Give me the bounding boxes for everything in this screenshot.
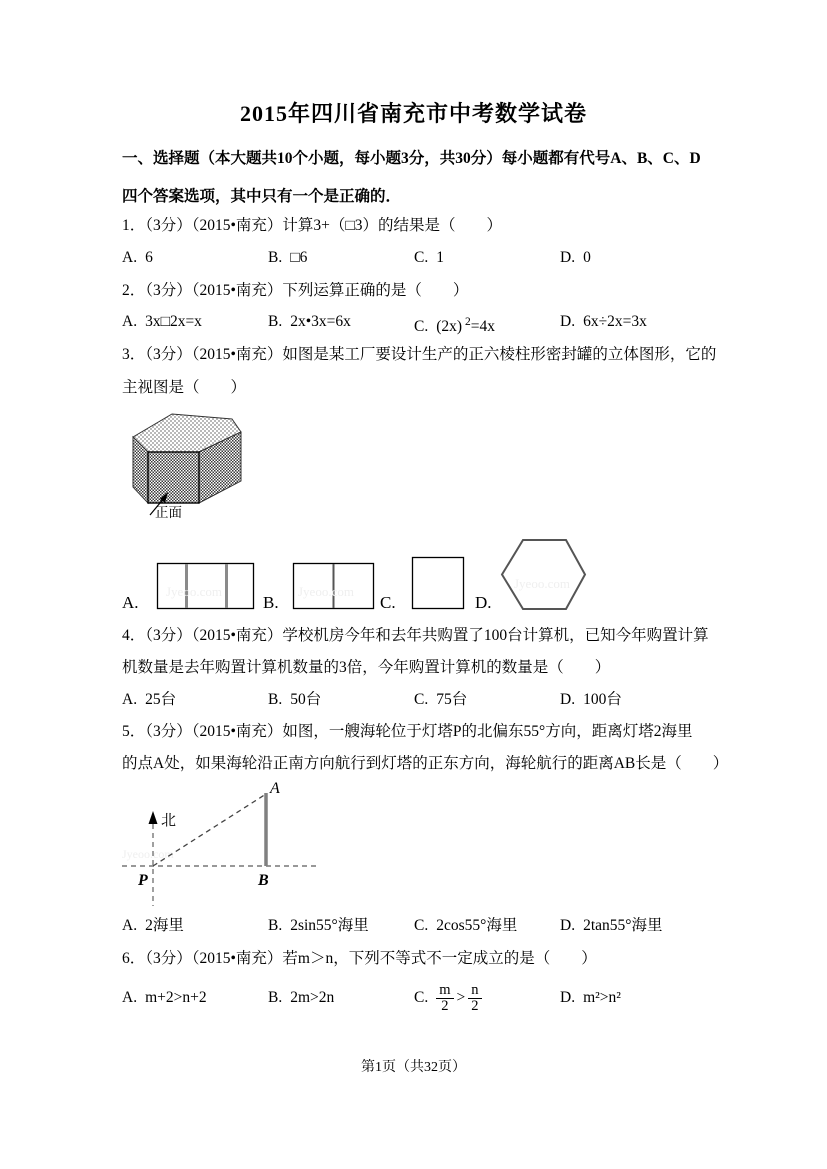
option-5c [414, 916, 560, 936]
option-text: 0 [583, 249, 591, 266]
option-4d [560, 690, 707, 710]
option-5b [268, 916, 414, 936]
question-4-text-line1: 4．（3分）（2015•南充）学校机房今年和去年共购置了100台计算机，已知今年购置计算 [122, 627, 709, 644]
option-text: 25台 [145, 691, 177, 708]
page-number-footer: 第1页（共32页） [361, 1060, 466, 1075]
option-text: 50台 [290, 691, 322, 708]
option-6d [560, 988, 707, 1008]
option-exponent: 2 [465, 316, 471, 328]
option-label: B. [268, 917, 283, 934]
option-label: D. [560, 917, 576, 934]
option-label: A. [122, 989, 138, 1006]
shape-option-a-label: A. [122, 593, 139, 612]
watermark: Jyeoo.com [514, 576, 570, 591]
option-2d [560, 312, 707, 337]
question-2-text: 2．（3分）（2015•南充）下列运算正确的是（ ） [122, 282, 469, 299]
option-label: A. [122, 917, 138, 934]
option-label: D. [560, 989, 576, 1006]
option-text: 100台 [583, 691, 622, 708]
option-5d [560, 916, 707, 936]
watermark: Jyeoo.com [298, 584, 354, 599]
option-text: 75台 [436, 691, 468, 708]
north-label: 北 [161, 813, 177, 829]
option-label: A. [122, 691, 138, 708]
option-text: (2x) [436, 318, 463, 335]
option-label: B. [268, 249, 283, 266]
option-label: D. [560, 249, 576, 266]
point-b-label: B [258, 872, 269, 889]
option-text: 6 [145, 249, 153, 266]
option-text: 2m>2n [290, 989, 335, 1006]
option-text: 3x□2x=x [145, 313, 202, 330]
question-4-options [122, 690, 707, 710]
option-label: C. [414, 917, 429, 934]
option-label: C. [414, 249, 429, 266]
option-6b [268, 988, 414, 1008]
shape-option-d-label: D. [475, 593, 492, 612]
option-1b [268, 248, 414, 268]
point-p-label: P [138, 872, 148, 889]
watermark: Jyeoo.com [166, 584, 222, 599]
question-5-options [122, 916, 707, 936]
option-2a [122, 312, 268, 337]
shape-option-d-hexagon [502, 540, 585, 609]
question-2-options [122, 312, 707, 337]
point-a-label: A [270, 780, 280, 797]
option-label: C. [414, 691, 429, 708]
section-header-line1: 一、选择题（本大题共10个小题，每小题3分，共30分）每小题都有代号A、B、C、D [122, 150, 701, 167]
option-6a [122, 988, 268, 1008]
fraction-m-over-2: $\frac{m}{2}$ [436, 983, 453, 1014]
prism-front-label: 正面 [155, 505, 182, 520]
option-label: D. [560, 691, 576, 708]
option-label: C. [414, 989, 429, 1006]
option-text: =4x [470, 318, 496, 335]
greater-than-sign: > [456, 989, 466, 1006]
question-5-text-line2: 的点A处，如果海轮沿正南方向航行到灯塔的正东方向，海轮航行的距离AB长是（ ） [122, 755, 729, 772]
question-3-shape-options [122, 532, 707, 612]
option-6c [414, 983, 560, 1014]
option-text: 1 [436, 249, 444, 266]
option-1d [560, 248, 707, 268]
option-4a [122, 690, 268, 710]
option-1a [122, 248, 268, 268]
option-label: B. [268, 691, 283, 708]
option-label: A. [122, 313, 138, 330]
option-4b [268, 690, 414, 710]
section-header-line2: 四个答案选项，其中只有一个是正确的． [122, 188, 402, 205]
question-1-options [122, 248, 707, 268]
option-text: 6x÷2x=3x [583, 313, 647, 330]
option-text: 2x•3x=6x [290, 313, 351, 330]
shape-option-c-label: C. [380, 593, 396, 612]
question-3-text-line2: 主视图是（ ） [122, 379, 247, 396]
option-label: B. [268, 989, 283, 1006]
page-title: 2015年四川省南充市中考数学试卷 [239, 101, 587, 126]
option-1c [414, 248, 560, 268]
question-5-text-line1: 5．（3分）（2015•南充）如图，一艘海轮位于灯塔P的北偏东55°方向，距离灯塔2海里 [122, 723, 693, 740]
option-4c [414, 690, 560, 710]
option-label: B. [268, 313, 283, 330]
north-arrow-icon [149, 811, 158, 824]
option-label: D. [560, 313, 576, 330]
option-text: 2tan55°海里 [583, 917, 663, 934]
shape-option-c-square [413, 558, 464, 609]
prism-figure [124, 410, 276, 528]
option-2b [268, 312, 414, 337]
option-label: C. [414, 318, 429, 335]
prism-front-face [148, 452, 199, 503]
option-text: m²>n² [583, 989, 621, 1006]
option-text: 2sin55°海里 [290, 917, 369, 934]
option-text: 2cos55°海里 [436, 917, 518, 934]
option-text: 2海里 [145, 917, 184, 934]
option-text: □6 [290, 249, 308, 266]
option-text: m+2>n+2 [145, 989, 207, 1006]
navigation-figure [114, 778, 324, 910]
bearing-dashed-line [153, 794, 266, 866]
question-1-text: 1．（3分）（2015•南充）计算3+（□3）的结果是（ ） [122, 217, 503, 234]
question-6-text: 6．（3分）（2015•南充）若m＞n，下列不等式不一定成立的是（ ） [122, 950, 597, 967]
option-5a [122, 916, 268, 936]
fraction-n-over-2: $\frac{n}{2}$ [468, 983, 481, 1014]
option-label: A. [122, 249, 138, 266]
option-2c [414, 312, 560, 337]
question-6-options [122, 978, 707, 1018]
question-4-text-line2: 机数量是去年购置计算机数量的3倍，今年购置计算机的数量是（ ） [122, 659, 611, 676]
question-3-text-line1: 3．（3分）（2015•南充）如图是某工厂要设计生产的正六棱柱形密封罐的立体图形，它的 [122, 346, 717, 363]
shape-option-b-label: B. [263, 593, 279, 612]
watermark: Jyeoo.com [122, 847, 174, 861]
